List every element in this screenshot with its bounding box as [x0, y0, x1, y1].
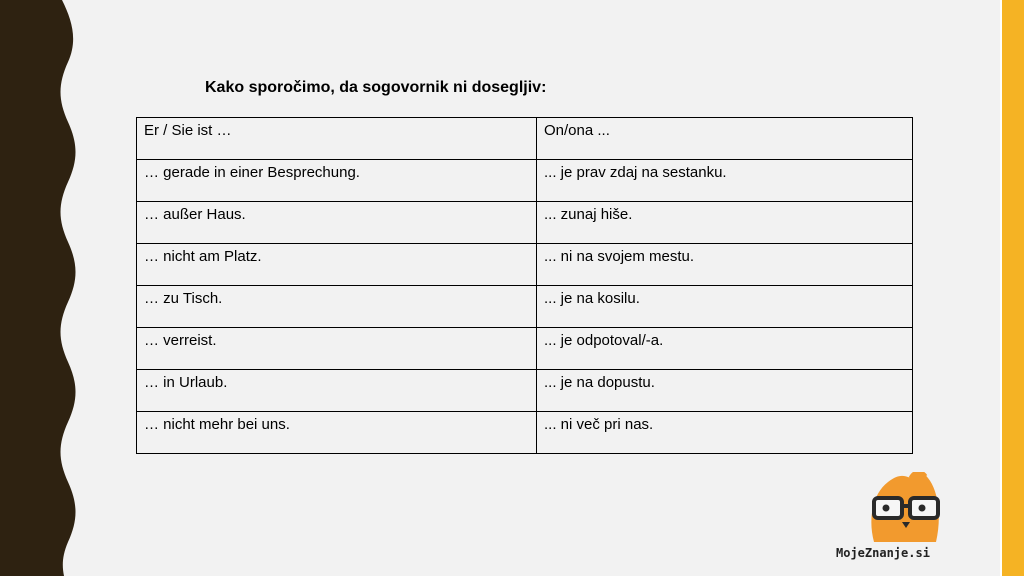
german-phrase-cell: … nicht am Platz.	[137, 244, 537, 286]
slovene-phrase-cell: ... je na dopustu.	[537, 370, 913, 412]
slovene-phrase-cell: ... je na kosilu.	[537, 286, 913, 328]
owl-glasses-icon	[866, 472, 946, 544]
right-yellow-band	[1002, 0, 1024, 576]
german-phrase-cell: … verreist.	[137, 328, 537, 370]
german-phrase-cell: … nicht mehr bei uns.	[137, 412, 537, 454]
phrase-table	[136, 117, 913, 454]
table-row	[137, 118, 913, 160]
slovene-phrase-cell: On/ona ...	[537, 118, 913, 160]
mojeznanje-logo[interactable]	[836, 472, 966, 572]
slovene-phrase-cell: ... ni na svojem mestu.	[537, 244, 913, 286]
german-phrase-cell: … außer Haus.	[137, 202, 537, 244]
slovene-phrase-cell: ... je prav zdaj na sestanku.	[537, 160, 913, 202]
german-phrase-cell: … gerade in einer Besprechung.	[137, 160, 537, 202]
slovene-phrase-cell: ... zunaj hiše.	[537, 202, 913, 244]
table-row	[137, 202, 913, 244]
slide-title: Kako sporočimo, da sogovornik ni dosegljiv:	[205, 79, 547, 96]
logo-text: MojeZnanje.si	[836, 546, 930, 560]
slovene-phrase-cell: ... ni več pri nas.	[537, 412, 913, 454]
right-accent-strip	[1000, 0, 1024, 576]
german-phrase-cell: … zu Tisch.	[137, 286, 537, 328]
table-row	[137, 370, 913, 412]
table-row	[137, 244, 913, 286]
table-row	[137, 328, 913, 370]
table-row	[137, 160, 913, 202]
slovene-phrase-cell: ... je odpotoval/-a.	[537, 328, 913, 370]
table-row	[137, 286, 913, 328]
german-phrase-cell: … in Urlaub.	[137, 370, 537, 412]
left-wave-decoration	[0, 0, 90, 576]
table-row	[137, 412, 913, 454]
german-phrase-cell: Er / Sie ist …	[137, 118, 537, 160]
